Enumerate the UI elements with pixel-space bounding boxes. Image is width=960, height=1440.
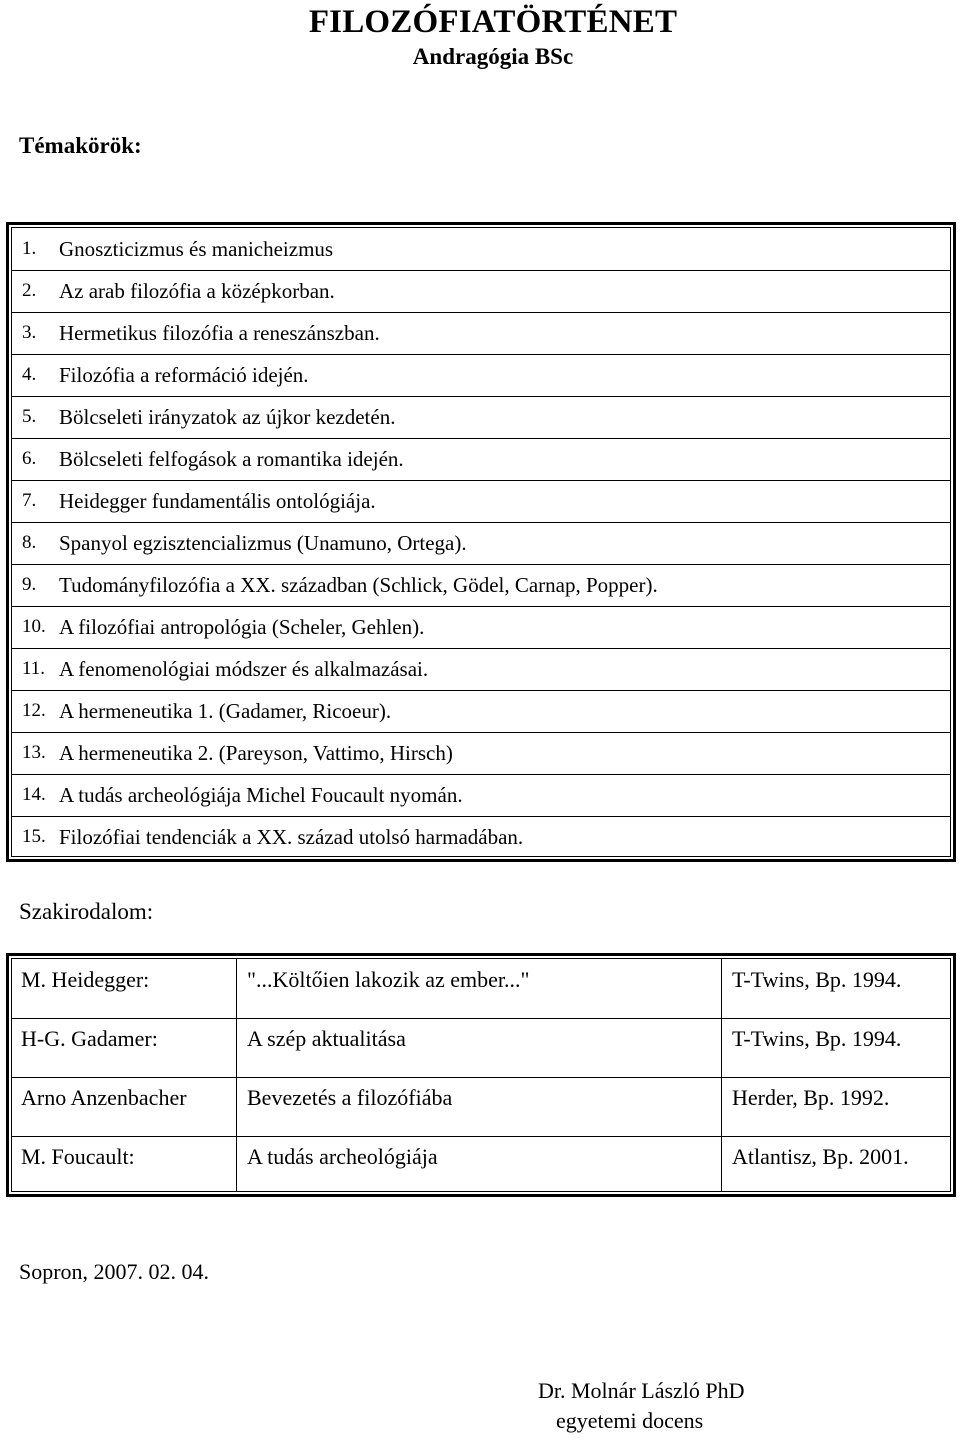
topic-text: A hermeneutika 2. (Pareyson, Vattimo, Hirsch): [59, 741, 453, 765]
topic-row: [12, 564, 950, 607]
literature-table: [6, 953, 956, 1197]
topic-number: 4.: [22, 364, 37, 385]
topic-text: A hermeneutika 1. (Gadamer, Ricoeur).: [59, 699, 392, 723]
literature-heading: Szakirodalom:: [19, 899, 154, 924]
topic-text: A filozófiai antropológia (Scheler, Gehlen).: [59, 615, 425, 639]
literature-author: M. Heidegger:: [21, 967, 150, 992]
topic-number: 9.: [22, 574, 37, 595]
topics-heading: Témakörök:: [19, 133, 142, 158]
literature-row: [12, 1018, 950, 1078]
topic-number: 13.: [22, 742, 46, 763]
topic-row: [12, 228, 950, 271]
literature-title: A szép aktualitása: [247, 1026, 406, 1051]
topic-number: 11.: [22, 658, 46, 679]
topic-row: [12, 690, 950, 733]
topic-text: Az arab filozófia a középkorban.: [59, 279, 335, 303]
literature-author: Arno Anzenbacher: [21, 1085, 187, 1110]
topic-text: Filozófia a reformáció idején.: [59, 363, 309, 387]
topic-text: Bölcseleti irányzatok az újkor kezdetén.: [59, 405, 396, 429]
signature-name: Dr. Molnár László PhD: [538, 1378, 745, 1403]
topic-text: Filozófiai tendenciák a XX. század utolsó harmadában.: [59, 825, 524, 849]
literature-author: M. Foucault:: [21, 1144, 135, 1169]
literature-row: [12, 1077, 950, 1137]
literature-title: Bevezetés a filozófiába: [247, 1085, 453, 1110]
literature-publisher: Atlantisz, Bp. 2001.: [732, 1144, 909, 1169]
signature-role: egyetemi docens: [556, 1408, 704, 1433]
topics-table: [6, 222, 956, 862]
topic-number: 1.: [22, 238, 37, 259]
literature-publisher: Herder, Bp. 1992.: [732, 1085, 890, 1110]
topic-number: 5.: [22, 406, 37, 427]
topic-row: [12, 648, 950, 691]
topic-row: [12, 270, 950, 313]
topic-number: 14.: [22, 784, 46, 805]
topic-row: [12, 480, 950, 523]
literature-publisher: T-Twins, Bp. 1994.: [732, 967, 902, 992]
topic-text: Tudományfilozófia a XX. században (Schlick, Gödel, Carnap, Popper).: [59, 573, 658, 597]
document-title: FILOZÓFIATÖRTÉNET: [308, 4, 678, 40]
literature-row: [12, 959, 950, 1019]
topic-row: [12, 774, 950, 817]
topic-row: [12, 438, 950, 481]
topic-number: 15.: [22, 826, 46, 847]
topic-row: [12, 732, 950, 775]
literature-author: H-G. Gadamer:: [21, 1026, 158, 1051]
place-date: Sopron, 2007. 02. 04.: [19, 1259, 210, 1284]
topic-number: 10.: [22, 616, 46, 637]
literature-row: [12, 1136, 950, 1195]
topic-row: [12, 522, 950, 565]
literature-title: "...Költőien lakozik az ember...": [247, 967, 530, 992]
literature-title: A tudás archeológiája: [247, 1144, 438, 1169]
topic-row: [12, 354, 950, 397]
topic-text: Gnoszticizmus és manicheizmus: [59, 237, 334, 261]
topic-text: Hermetikus filozófia a reneszánszban.: [59, 321, 380, 345]
topic-text: A fenomenológiai módszer és alkalmazásai.: [59, 657, 429, 681]
topic-row: [12, 312, 950, 355]
literature-publisher: T-Twins, Bp. 1994.: [732, 1026, 902, 1051]
topic-text: Bölcseleti felfogások a romantika idején.: [59, 447, 404, 471]
topic-row: [12, 816, 950, 858]
topic-number: 8.: [22, 532, 37, 553]
topic-text: Spanyol egzisztencializmus (Unamuno, Ortega).: [59, 531, 467, 555]
topic-text: Heidegger fundamentális ontológiája.: [59, 489, 376, 513]
document-subtitle: Andragógia BSc: [412, 44, 574, 69]
topic-row: [12, 606, 950, 649]
topic-row: [12, 396, 950, 439]
topic-text: A tudás archeológiája Michel Foucault nyomán.: [59, 783, 463, 807]
topic-number: 2.: [22, 280, 37, 301]
topic-number: 6.: [22, 448, 37, 469]
topic-number: 12.: [22, 700, 46, 721]
topic-number: 3.: [22, 322, 37, 343]
topic-number: 7.: [22, 490, 37, 511]
